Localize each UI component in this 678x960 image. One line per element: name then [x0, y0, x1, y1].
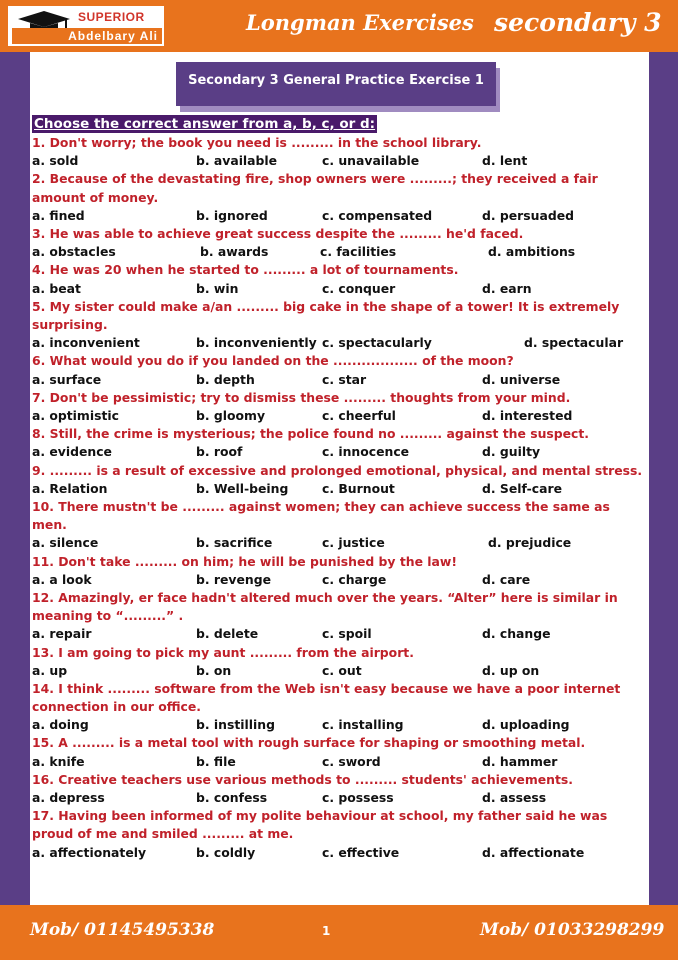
- question-text: 11. Don't take ......... on him; he will be punished by the law!: [32, 553, 457, 569]
- answer-option: d. assess: [482, 790, 547, 806]
- question-text: 15. A ......... is a metal tool with rough surface for shaping or smoothing metal.: [32, 735, 586, 751]
- answer-option: a. optimistic: [32, 407, 119, 423]
- answer-option: a. depress: [32, 790, 105, 806]
- question-text: 3. He was able to achieve great success despite the ......... he'd faced.: [32, 225, 524, 241]
- answer-option: d. prejudice: [488, 535, 572, 551]
- question-text: 17. Having been informed of my polite behaviour at school, my father said he was proud of me and smiled ......... at me.: [32, 808, 608, 842]
- answer-option: a. inconvenient: [32, 335, 140, 351]
- answer-option: b. roof: [196, 444, 243, 460]
- answer-option: b. coldly: [196, 844, 256, 860]
- answer-option: d. hammer: [482, 753, 558, 769]
- answer-option: d. universe: [482, 371, 561, 387]
- answer-option: a. affectionately: [32, 844, 147, 860]
- answer-option: c. innocence: [322, 444, 410, 460]
- question-options: [32, 207, 648, 225]
- header-right-title: secondary 3: [494, 8, 662, 37]
- answer-option: c. spectacularly: [322, 335, 432, 351]
- answer-option: c. sword: [322, 753, 381, 769]
- answer-option: b. instilling: [196, 717, 275, 733]
- answer-option: b. confess: [196, 790, 268, 806]
- question-text: 9. ......... is a result of excessive and prolonged emotional, physical, and mental stress.: [32, 462, 643, 478]
- question-options: [32, 443, 648, 461]
- answer-option: d. guilty: [482, 444, 541, 460]
- answer-option: a. sold: [32, 153, 79, 169]
- answer-option: c. star: [322, 371, 367, 387]
- page-footer: [0, 905, 678, 960]
- answer-option: c. justice: [322, 535, 385, 551]
- question-options: [32, 480, 648, 498]
- question-options: [32, 243, 648, 261]
- logo-name: Abdelbary Ali: [12, 28, 162, 44]
- question-text: 7. Don't be pessimistic; try to dismiss these ......... thoughts from your mind.: [32, 389, 571, 405]
- instructions: Choose the correct answer from a, b, c, or d:: [34, 116, 376, 132]
- question-options: [32, 844, 648, 862]
- answer-option: b. revenge: [196, 571, 271, 587]
- answer-option: d. persuaded: [482, 207, 574, 223]
- answer-option: b. ignored: [196, 207, 268, 223]
- answer-option: b. awards: [200, 244, 269, 260]
- question-text: 6. What would you do if you landed on the .................. of the moon?: [32, 353, 514, 369]
- answer-option: a. silence: [32, 535, 99, 551]
- answer-option: d. up on: [482, 662, 540, 678]
- question-text: 4. He was 20 when he started to ......... a lot of tournaments.: [32, 262, 459, 278]
- answer-option: b. available: [196, 153, 278, 169]
- answer-option: a. repair: [32, 626, 92, 642]
- answer-option: b. file: [196, 753, 236, 769]
- question-text: 8. Still, the crime is mysterious; the police found no ......... against the suspect.: [32, 426, 590, 442]
- answer-option: a. knife: [32, 753, 85, 769]
- answer-option: a. fined: [32, 207, 85, 223]
- answer-option: d. lent: [482, 153, 528, 169]
- answer-option: b. sacrifice: [196, 535, 273, 551]
- answer-option: d. Self-care: [482, 480, 563, 496]
- page-number: 1: [322, 924, 331, 938]
- answer-option: a. beat: [32, 280, 81, 296]
- answer-option: c. conquer: [322, 280, 396, 296]
- answer-option: b. on: [196, 662, 232, 678]
- answer-option: b. depth: [196, 371, 255, 387]
- answer-option: d. affectionate: [482, 844, 585, 860]
- answer-option: b. gloomy: [196, 407, 266, 423]
- question-options: [32, 534, 648, 552]
- answer-option: d. uploading: [482, 717, 570, 733]
- answer-option: b. delete: [196, 626, 259, 642]
- question-options: [32, 407, 648, 425]
- answer-option: a. surface: [32, 371, 102, 387]
- exercise-banner: Secondary 3 General Practice Exercise 1: [176, 62, 496, 106]
- answer-option: c. out: [322, 662, 362, 678]
- question-text: 1. Don't worry; the book you need is ......... in the school library.: [32, 135, 482, 150]
- question-text: 13. I am going to pick my aunt ......... from the airport.: [32, 644, 414, 660]
- question-options: [32, 789, 648, 807]
- answer-option: d. change: [482, 626, 551, 642]
- question-options: [32, 371, 648, 389]
- answer-option: c. Burnout: [322, 480, 395, 496]
- answer-option: b. inconveniently: [196, 335, 317, 351]
- answer-option: b. win: [196, 280, 239, 296]
- answer-option: d. interested: [482, 407, 573, 423]
- header-center-title: Longman Exercises: [246, 10, 474, 35]
- answer-option: a. obstacles: [32, 244, 116, 260]
- question-options: [32, 334, 648, 352]
- question-text: 14. I think ......... software from the Web isn't easy because we have a poor internet connection in our office.: [32, 680, 621, 715]
- answer-option: c. effective: [322, 844, 400, 860]
- answer-option: b. Well-being: [196, 480, 289, 496]
- question-list: [32, 134, 648, 862]
- answer-option: d. spectacular: [524, 335, 624, 351]
- question-text: 5. My sister could make a/an ......... big cake in the shape of a tower! It is extremely surprising.: [32, 298, 620, 332]
- answer-option: a. up: [32, 662, 68, 678]
- mobile-left: Mob/ 01145495338: [30, 920, 215, 940]
- question-options: [32, 716, 648, 734]
- answer-option: a. a look: [32, 571, 92, 587]
- answer-option: c. possess: [322, 790, 394, 806]
- question-text: 12. Amazingly, er face hadn't altered much over the years. “Alter” here is similar in meaning to “.........” .: [32, 589, 618, 624]
- answer-option: c. spoil: [322, 626, 372, 642]
- answer-option: c. unavailable: [322, 153, 420, 169]
- answer-option: c. installing: [322, 717, 404, 733]
- question-options: [32, 571, 648, 589]
- answer-option: c. compensated: [322, 207, 433, 223]
- question-options: [32, 662, 648, 680]
- answer-option: c. charge: [322, 571, 387, 587]
- answer-option: d. earn: [482, 280, 532, 296]
- question-text: 10. There mustn't be ......... against women; they can achieve success the same as men.: [32, 498, 610, 533]
- answer-option: a. Relation: [32, 480, 108, 496]
- answer-option: d. ambitions: [488, 244, 576, 260]
- logo-title: SUPERIOR: [78, 10, 145, 24]
- answer-option: d. care: [482, 571, 531, 587]
- question-options: [32, 753, 648, 771]
- answer-option: c. cheerful: [322, 407, 396, 423]
- question-options: [32, 280, 648, 298]
- question-options: [32, 152, 648, 170]
- question-options: [32, 625, 648, 643]
- mobile-right: Mob/ 01033298299: [480, 920, 665, 940]
- answer-option: a. evidence: [32, 444, 112, 460]
- logo: [8, 6, 164, 46]
- question-text: 16. Creative teachers use various methods to ......... students' achievements.: [32, 771, 573, 787]
- question-text: 2. Because of the devastating fire, shop owners were .........; they received a fair amount of money.: [32, 171, 598, 205]
- page-header: [0, 0, 678, 52]
- answer-option: c. facilities: [320, 244, 397, 260]
- answer-option: a. doing: [32, 717, 89, 733]
